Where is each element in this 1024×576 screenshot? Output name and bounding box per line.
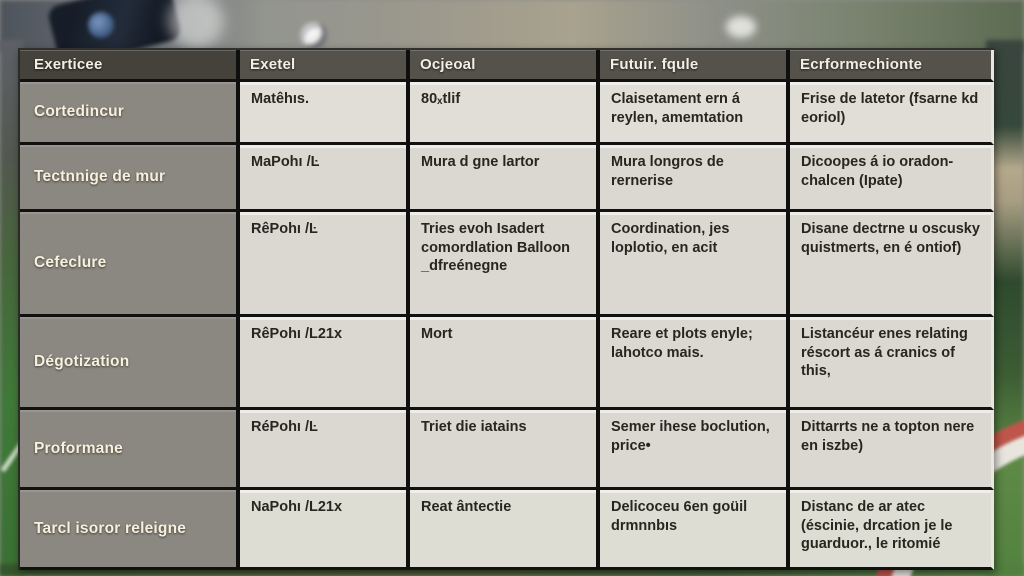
table-row <box>20 212 994 317</box>
table-cell: RéPohı /Ŀ <box>240 410 410 490</box>
row-label: Cefeclure <box>20 212 240 317</box>
soccer-ball <box>300 22 327 49</box>
table-row <box>20 145 994 212</box>
row-label: Tarcl isoror releigne <box>20 490 240 570</box>
table-cell: Mura d gne lartor <box>410 145 600 212</box>
table-cell: Coordination, jes loplotio, en acit <box>600 212 790 317</box>
column-header-objective: Ocjeoal <box>410 50 600 82</box>
row-label: Cortedincur <box>20 82 240 145</box>
table-cell: 80ₓtlif <box>410 82 600 145</box>
row-label: Proformane <box>20 410 240 490</box>
row-label: Dégotization <box>20 317 240 410</box>
table-cell: Claisetament ern á reylen, amemtation <box>600 82 790 145</box>
table-cell: Reare et plots enyle; lahotco mais. <box>600 317 790 410</box>
table-cell: RêPohı /Ŀ <box>240 212 410 317</box>
table-cell: Semer ihese boclution, price• <box>600 410 790 490</box>
table-cell: Disane dectrne u oscusky quistmerts, en é ontiof) <box>790 212 994 317</box>
column-header-exercise: Exerticee <box>20 50 240 82</box>
crowd-highlight <box>726 16 756 38</box>
table-row <box>20 490 994 570</box>
table-cell: Frise de latetor (fsarne kd eoriol) <box>790 82 994 145</box>
table-cell: Dittarrts ne a topton nere en iszbe) <box>790 410 994 490</box>
table-cell: Listancéur enes relating réscort as á cranics of this, <box>790 317 994 410</box>
table-cell: RêPohı /L21x <box>240 317 410 410</box>
table-row <box>20 317 994 410</box>
table-cell: Mura longros de rernerise <box>600 145 790 212</box>
table-row <box>20 410 994 490</box>
table-cell: Tries evoh Isadert comordlation Balloon _dfreénegne <box>410 212 600 317</box>
table-cell: Distanc de ar atec (éscinie, drcation je le guarduor., le ritomié <box>790 490 994 570</box>
table-cell: MaPohı /Ŀ <box>240 145 410 212</box>
table-row <box>20 82 994 145</box>
column-header-performance: Ecrformechionte <box>790 50 994 82</box>
table-cell: Dicoopes á io oradon-chalcen (Ipate) <box>790 145 994 212</box>
table-cell: Triet die iatains <box>410 410 600 490</box>
row-label: Tectnnige de mur <box>20 145 240 212</box>
table-cell: Matêhıs. <box>240 82 410 145</box>
table-cell: NaPohı /L21x <box>240 490 410 570</box>
column-header-level: Exetel <box>240 50 410 82</box>
column-header-focus: Futuir. fqule <box>600 50 790 82</box>
table-cell: Mort <box>410 317 600 410</box>
jersey-badge <box>88 12 114 38</box>
table-header-row <box>20 50 994 82</box>
table-cell: Reat ântectie <box>410 490 600 570</box>
exercise-table <box>18 48 994 570</box>
table-cell: Delicoceu 6en goüil drmnnbıs <box>600 490 790 570</box>
